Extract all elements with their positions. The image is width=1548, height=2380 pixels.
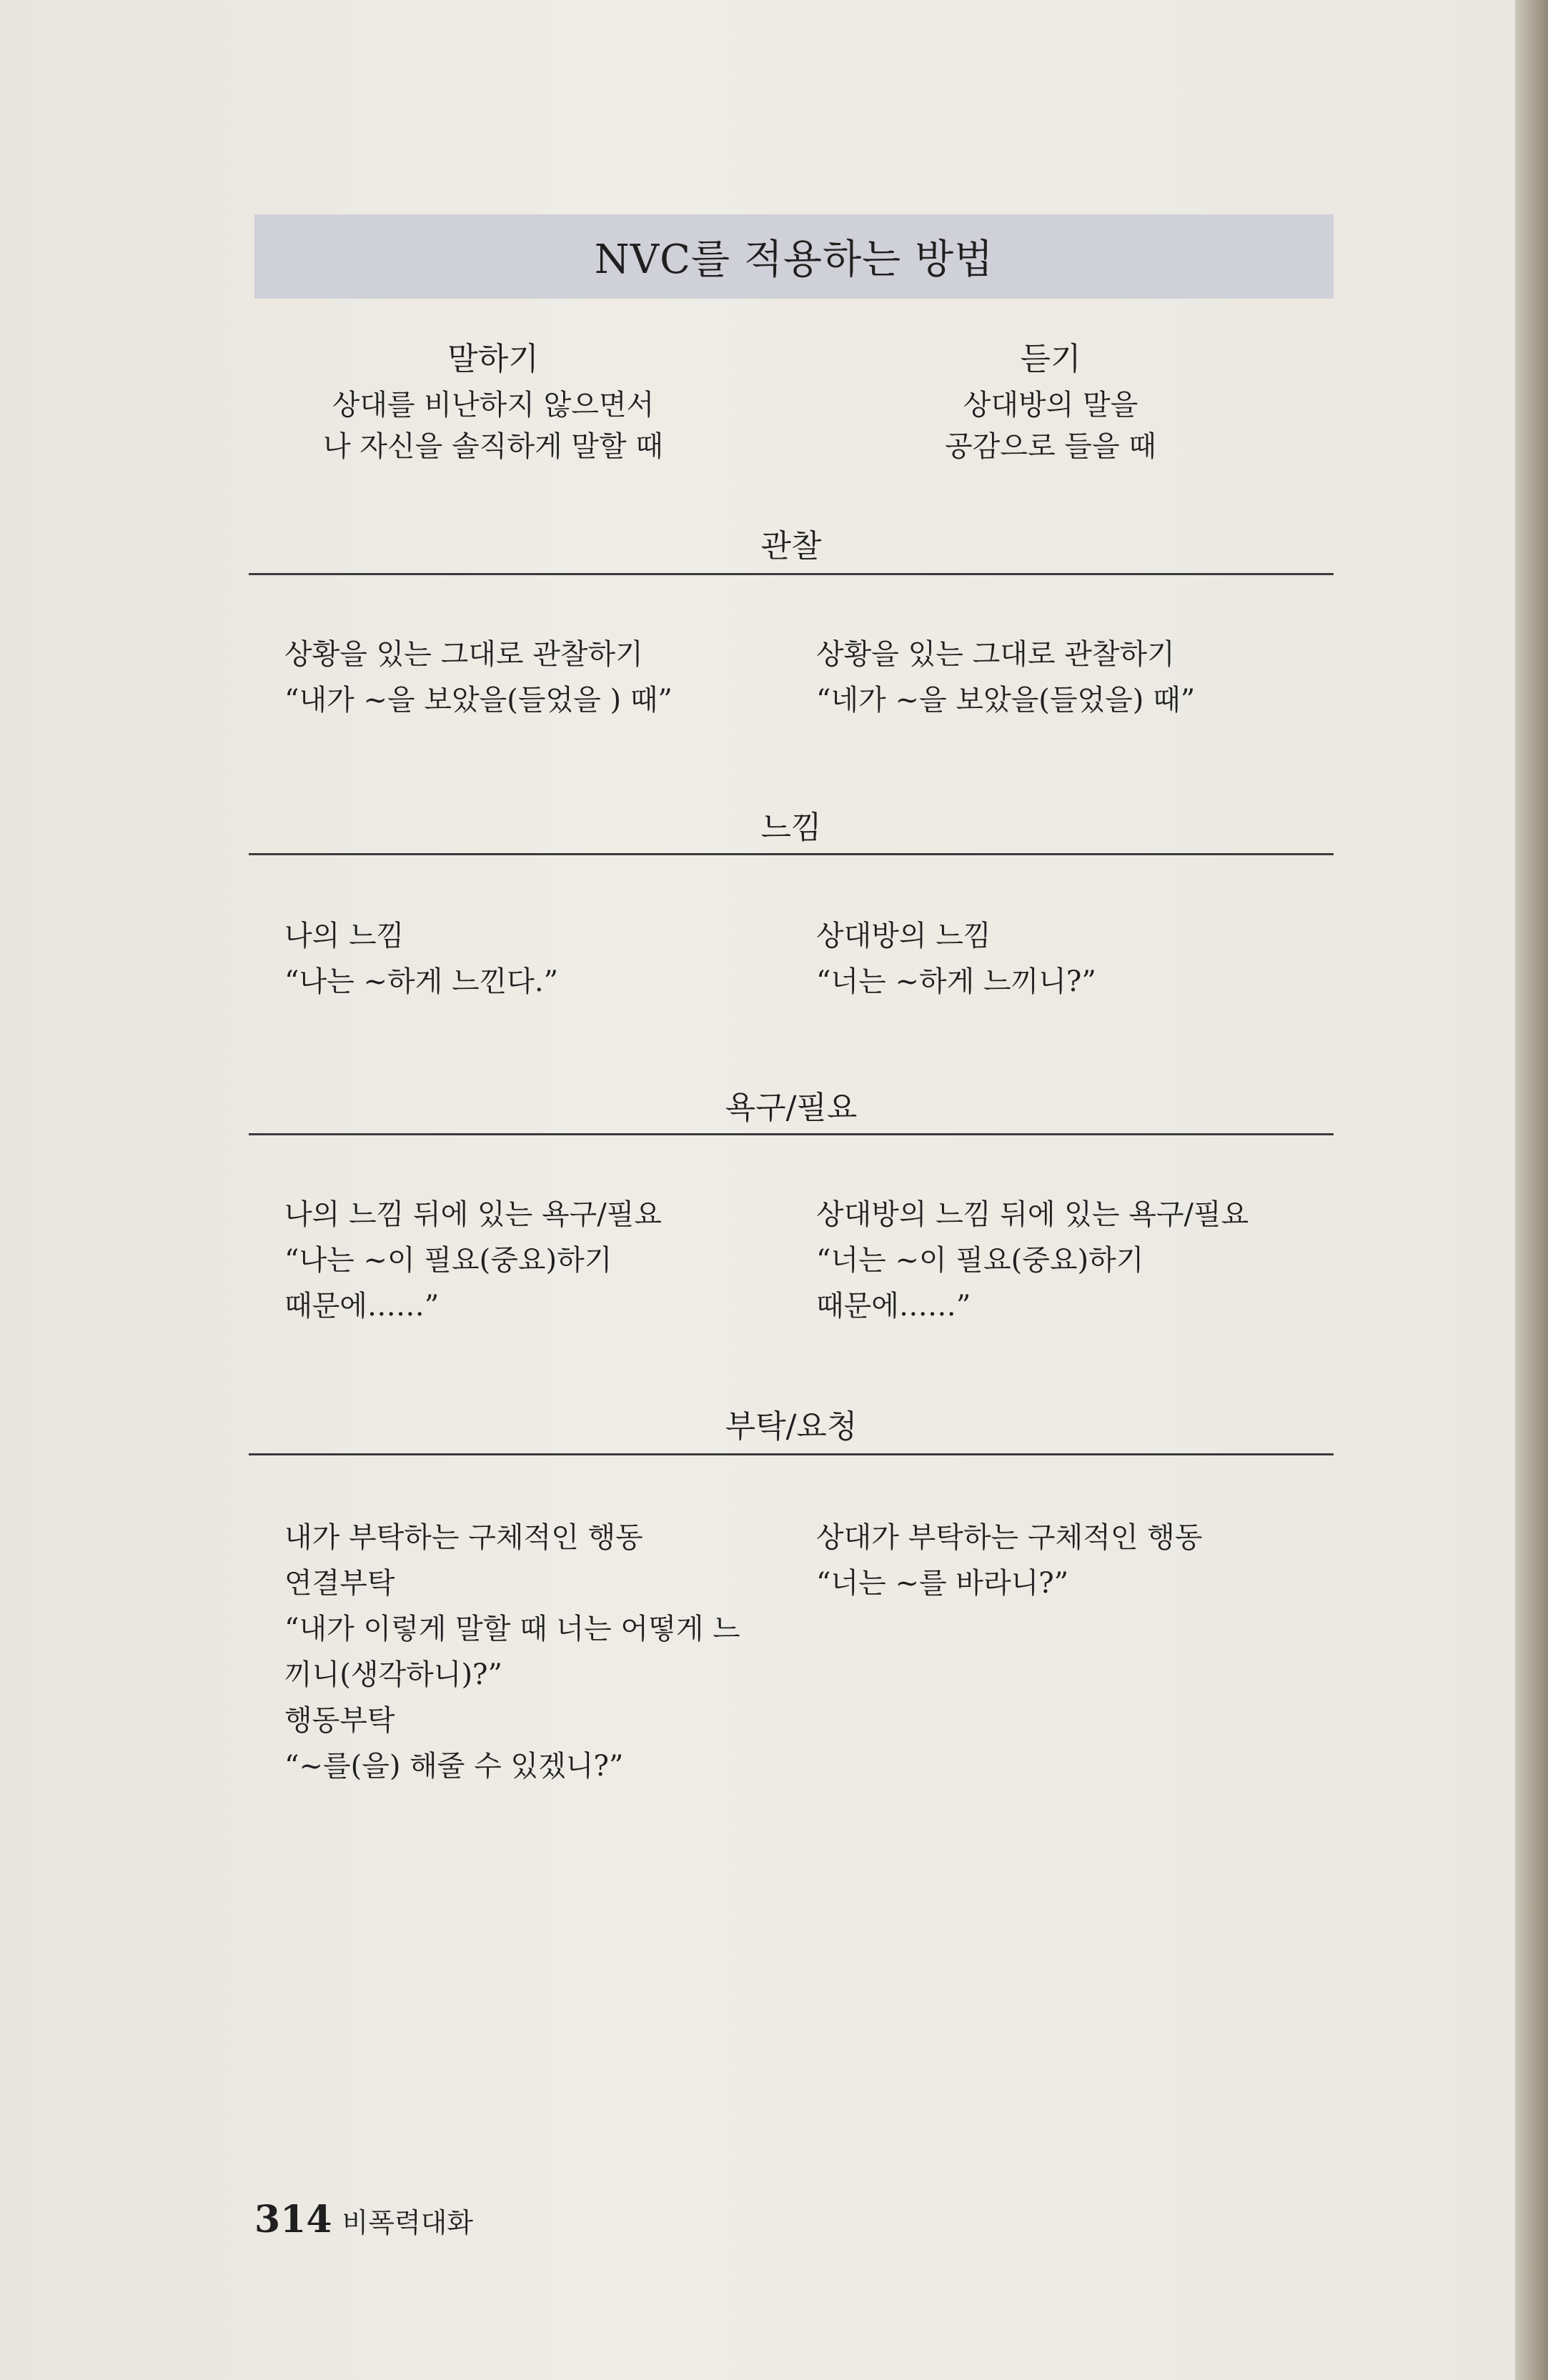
section-heading-observation: 관찰 — [760, 528, 822, 564]
column-speaking — [314, 339, 672, 467]
feeling-listening: 상대방의 느낌 “너는 ~하게 느끼니?” — [816, 920, 1096, 998]
column-listening-desc-2: 공감으로 들을 때 — [945, 430, 1156, 463]
page-title: NVC를 적용하는 방법 — [594, 236, 994, 283]
column-listening-desc-1: 상대방의 말을 — [963, 389, 1138, 422]
observation-speaking: 상황을 있는 그대로 관찰하기 “내가 ~을 보았을(들었을 ) 때” — [284, 638, 673, 717]
need-listening: 상대방의 느낌 뒤에 있는 욕구/필요 “너는 ~이 필요(중요)하기 때문에……” — [816, 1198, 1249, 1323]
section-heading-need: 욕구/필요 — [725, 1090, 858, 1126]
column-speaking-desc-2: 나 자신을 솔직하게 말할 때 — [323, 430, 663, 463]
column-speaking-desc-1: 상대를 비난하지 않으면서 — [332, 389, 655, 422]
page-number: 314 — [254, 2198, 332, 2241]
request-speaking: 내가 부탁하는 구체적인 행동 연결부탁 “내가 이렇게 말할 때 너는 어떻게 느 끼니(생각하니)?” 행동부탁 “~를(을) 해줄 수 있겠니?” — [284, 1521, 740, 1783]
book-title: 비폭력대화 — [342, 2207, 474, 2239]
feeling-speaking: 나의 느낌 “나는 ~하게 느낀다.” — [284, 920, 559, 998]
section-divider — [249, 1133, 1334, 1135]
column-speaking-label: 말하기 — [447, 341, 539, 377]
title-bar — [254, 214, 1334, 299]
section-divider — [249, 1453, 1334, 1455]
observation-listening: 상황을 있는 그대로 관찰하기 “네가 ~을 보았을(들었을) 때” — [816, 638, 1196, 717]
section-heading-feeling: 느낌 — [760, 810, 822, 846]
section-divider — [249, 573, 1334, 575]
section-heading-request: 부탁/요청 — [725, 1408, 858, 1445]
page-footer — [254, 2198, 473, 2241]
column-listening — [872, 339, 1229, 467]
column-listening-label: 듣기 — [1020, 341, 1081, 377]
request-listening: 상대가 부탁하는 구체적인 행동 “너는 ~를 바라니?” — [816, 1521, 1203, 1600]
need-speaking: 나의 느낌 뒤에 있는 욕구/필요 “나는 ~이 필요(중요)하기 때문에……” — [284, 1198, 663, 1323]
section-divider — [249, 853, 1334, 855]
page-edge — [1515, 0, 1548, 2380]
